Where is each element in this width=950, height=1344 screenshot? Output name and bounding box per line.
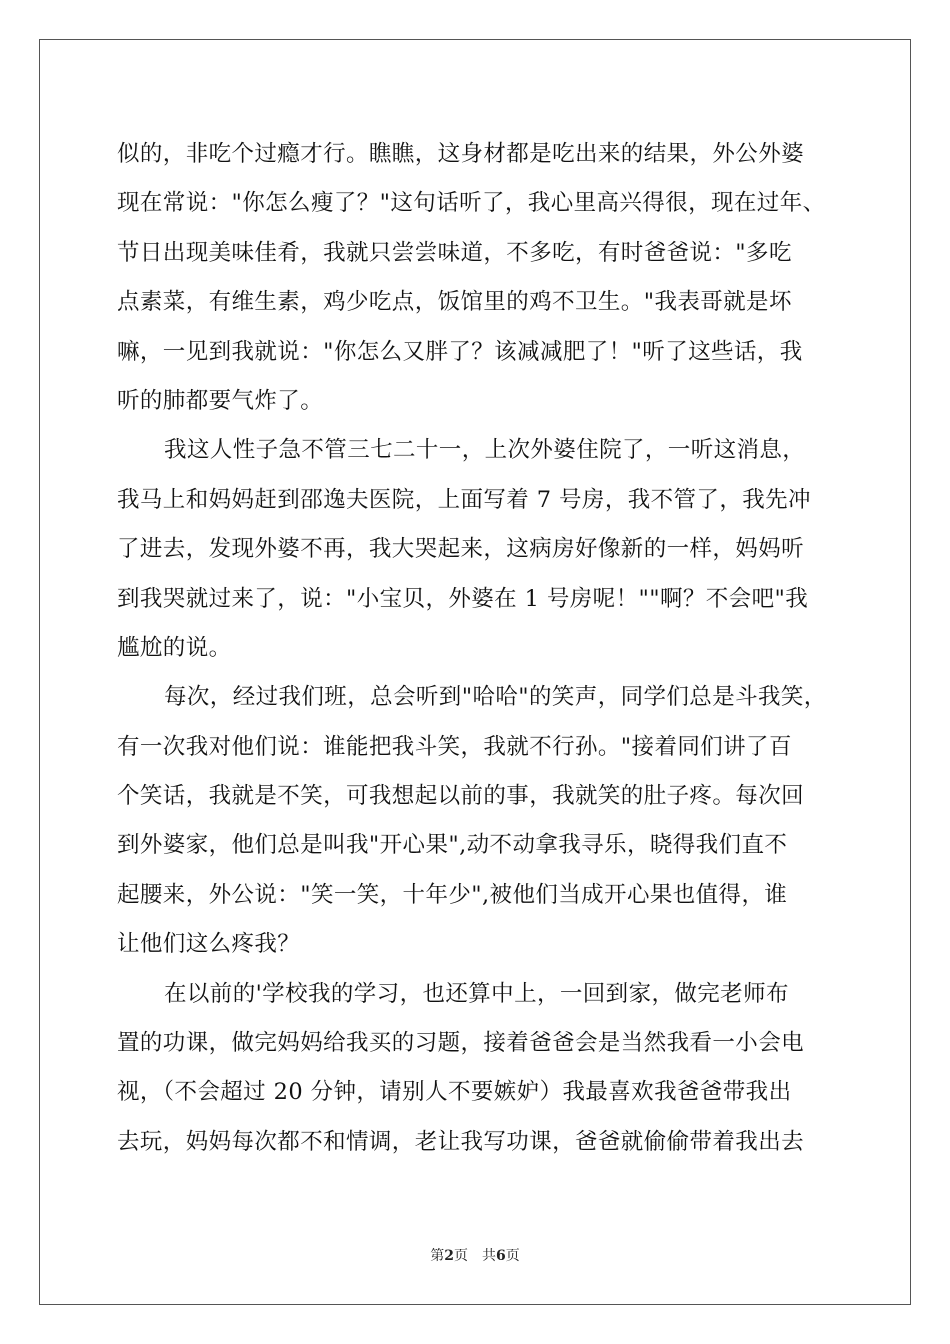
text-line: 个笑话，我就是不笑，可我想起以前的事，我就笑的肚子疼。每次回 (117, 783, 805, 810)
text-line: 我马上和妈妈赶到邵逸夫医院，上面写着 7 号房，我不管了，我先冲 (117, 486, 811, 513)
text-line: 点素菜，有维生素，鸡少吃点，饭馆里的鸡不卫生。"我表哥就是坏 (117, 289, 792, 316)
text-line: 到外婆家，他们总是叫我"开心果",动不动拿我寻乐，晓得我们直不 (117, 832, 788, 859)
paragraph-first-line: 我这人性子急不管三七二十一，上次外婆住院了，一听这消息， (164, 437, 806, 464)
total-prefix: 共 (482, 1248, 496, 1264)
page-prefix: 第 (430, 1248, 445, 1264)
paragraph-first-line: 每次，经过我们班，总会听到"哈哈"的笑声，同学们总是斗我笑， (164, 684, 827, 711)
text-line: 尴尬的说。 (117, 634, 232, 661)
text-line: 嘛，一见到我就说："你怎么又胖了？该减减肥了！"听了这些话，我 (117, 338, 803, 365)
page-suffix: 页 (454, 1248, 468, 1264)
text-line: 去玩，妈妈每次都不和情调，老让我写功课，爸爸就偷偷带着我出去 (117, 1128, 805, 1155)
text-line: 节日出现美味佳肴，我就只尝尝味道，不多吃，有时爸爸说："多吃 (117, 239, 792, 266)
document-body (117, 130, 837, 1167)
page-footer (0, 1246, 950, 1266)
text-line: 有一次我对他们说：谁能把我斗笑，我就不行孙。"接着同们讲了百 (117, 733, 792, 760)
text-line: 到我哭就过来了，说："小宝贝，外婆在 1 号房呢！""啊？不会吧"我 (117, 585, 809, 612)
text-line: 了进去，发现外婆不再，我大哭起来，这病房好像新的一样，妈妈听 (117, 536, 805, 563)
text-line: 似的，非吃个过瘾才行。瞧瞧，这身材都是吃出来的结果，外公外婆 (117, 141, 805, 167)
text-line: 听的肺都要气炸了。 (117, 387, 324, 414)
text-line: 让他们这么疼我？ (117, 931, 301, 958)
text-line: 置的功课，做完妈妈给我买的习题，接着爸爸会是当然我看一小会电 (117, 1030, 805, 1057)
page-number: 2 (444, 1248, 454, 1264)
total-pages: 6 (496, 1248, 506, 1264)
text-line: 现在常说："你怎么瘦了？"这句话听了，我心里高兴得很，现在过年、 (117, 190, 826, 217)
paragraph-first-line: 在以前的'学校我的学习，也还算中上，一回到家，做完老师布 (164, 980, 789, 1007)
text-line: 视，（不会超过 20 分钟，请别人不要嫉妒）我最喜欢我爸爸带我出 (117, 1079, 792, 1106)
text-line: 起腰来，外公说："笑一笑，十年少",被他们当成开心果也值得，谁 (117, 881, 788, 908)
total-suffix: 页 (505, 1248, 520, 1264)
